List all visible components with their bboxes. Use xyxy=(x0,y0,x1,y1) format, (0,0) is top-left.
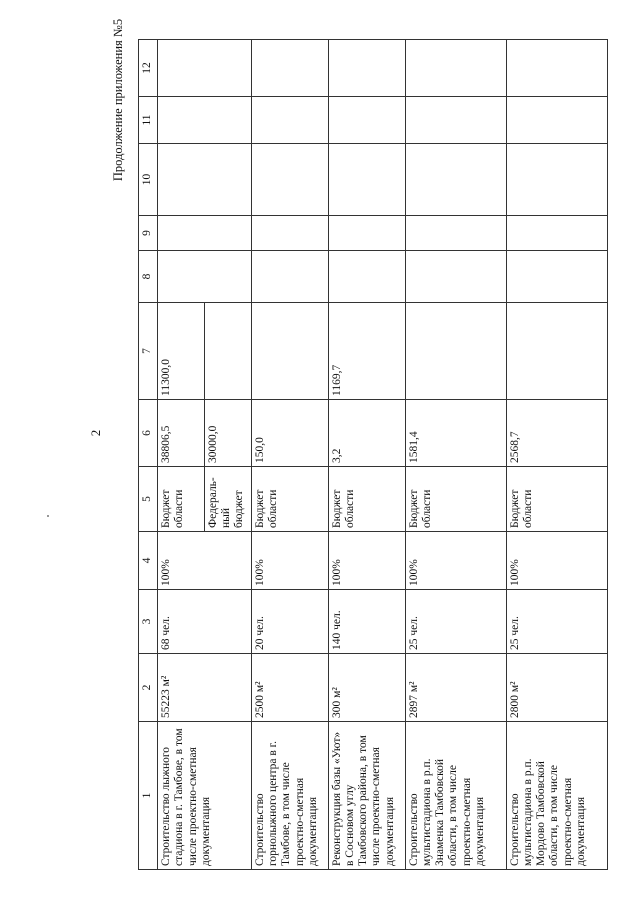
capacity-cell: 140 чел. xyxy=(328,590,405,654)
area-cell: 55223 м² xyxy=(158,654,252,722)
program-objects-table xyxy=(138,39,608,870)
amount-col7-cell: 1169,7 xyxy=(328,303,405,400)
empty-cell xyxy=(506,40,607,97)
page-number: 2 xyxy=(88,429,103,437)
column-number-8: 8 xyxy=(139,251,158,303)
empty-cell xyxy=(405,216,506,251)
object-name-cell: Строительство мультистадиона в р.п. Знаменка Тамбовской области, в том числе проектно-сметная документация xyxy=(405,722,506,870)
empty-cell xyxy=(251,251,328,303)
funding-source-cell: Бюджет области xyxy=(506,467,607,532)
amount-col7-cell xyxy=(251,303,328,400)
readiness-cell: 100% xyxy=(328,532,405,590)
empty-cell xyxy=(405,144,506,216)
scan-speck xyxy=(47,515,49,517)
readiness-cell: 100% xyxy=(405,532,506,590)
empty-cell xyxy=(328,97,405,144)
amount-col6-cell: 1581,4 xyxy=(405,400,506,467)
empty-cell xyxy=(158,144,252,216)
object-name-cell: Строительство горнолыжного центра в г. Тамбове, в том числе проектно-сметная документация xyxy=(251,722,328,870)
empty-cell xyxy=(251,144,328,216)
table-row xyxy=(251,40,328,870)
empty-cell xyxy=(405,97,506,144)
empty-cell xyxy=(506,251,607,303)
funding-source-cell: Бюджет области xyxy=(251,467,328,532)
empty-cell xyxy=(251,40,328,97)
table-row xyxy=(158,40,204,870)
empty-cell xyxy=(506,97,607,144)
object-name-cell: Строительство лыжного стадиона в г. Тамбове, в том числе проектно-сметная документация xyxy=(158,722,252,870)
table-row xyxy=(328,40,405,870)
empty-cell xyxy=(328,144,405,216)
empty-cell xyxy=(158,216,252,251)
amount-col6-cell: 30000,0 xyxy=(204,400,251,467)
column-number-11: 11 xyxy=(139,97,158,144)
empty-cell xyxy=(251,216,328,251)
column-number-4: 4 xyxy=(139,532,158,590)
column-number-9: 9 xyxy=(139,216,158,251)
appendix-continuation-label: Продолжение приложения №5 xyxy=(111,18,125,182)
readiness-cell: 100% xyxy=(506,532,607,590)
amount-col7-cell: 11300,0 xyxy=(158,303,204,400)
rotated-table-container xyxy=(138,40,608,870)
amount-col7-cell xyxy=(405,303,506,400)
readiness-cell: 100% xyxy=(158,532,252,590)
empty-cell xyxy=(251,97,328,144)
column-number-3: 3 xyxy=(139,590,158,654)
amount-col7-cell xyxy=(506,303,607,400)
amount-col7-cell xyxy=(204,303,251,400)
empty-cell xyxy=(405,251,506,303)
column-number-6: 6 xyxy=(139,400,158,467)
amount-col6-cell: 2568,7 xyxy=(506,400,607,467)
column-number-10: 10 xyxy=(139,144,158,216)
column-number-1: 1 xyxy=(139,722,158,870)
empty-cell xyxy=(158,97,252,144)
capacity-cell: 20 чел. xyxy=(251,590,328,654)
readiness-cell: 100% xyxy=(251,532,328,590)
funding-source-cell: Бюджет области xyxy=(158,467,204,532)
area-cell: 300 м² xyxy=(328,654,405,722)
empty-cell xyxy=(328,251,405,303)
amount-col6-cell: 150,0 xyxy=(251,400,328,467)
object-name-cell: Реконструкция базы «Уют» в Сосновом углу Тамбовского района, в том числе проектно-сметная документация xyxy=(328,722,405,870)
column-number-7: 7 xyxy=(139,303,158,400)
table-row xyxy=(405,40,506,870)
empty-cell xyxy=(328,40,405,97)
table-row xyxy=(506,40,607,870)
column-number-5: 5 xyxy=(139,467,158,532)
column-number-12: 12 xyxy=(139,40,158,97)
empty-cell xyxy=(328,216,405,251)
funding-source-cell: Бюджет области xyxy=(328,467,405,532)
area-cell: 2897 м² xyxy=(405,654,506,722)
column-number-2: 2 xyxy=(139,654,158,722)
funding-source-cell: Федераль-ный бюджет xyxy=(204,467,251,532)
area-cell: 2800 м² xyxy=(506,654,607,722)
empty-cell xyxy=(405,40,506,97)
empty-cell xyxy=(506,144,607,216)
amount-col6-cell: 38806,5 xyxy=(158,400,204,467)
funding-source-cell: Бюджет области xyxy=(405,467,506,532)
capacity-cell: 25 чел. xyxy=(405,590,506,654)
capacity-cell: 68 чел. xyxy=(158,590,252,654)
empty-cell xyxy=(158,40,252,97)
empty-cell xyxy=(158,251,252,303)
object-name-cell: Строительство мультистадиона в р.п. Мордово Тамбовской области, в том числе проектно-сметная документация xyxy=(506,722,607,870)
header-row xyxy=(139,40,158,870)
amount-col6-cell: 3,2 xyxy=(328,400,405,467)
capacity-cell: 25 чел. xyxy=(506,590,607,654)
empty-cell xyxy=(506,216,607,251)
area-cell: 2500 м² xyxy=(251,654,328,722)
